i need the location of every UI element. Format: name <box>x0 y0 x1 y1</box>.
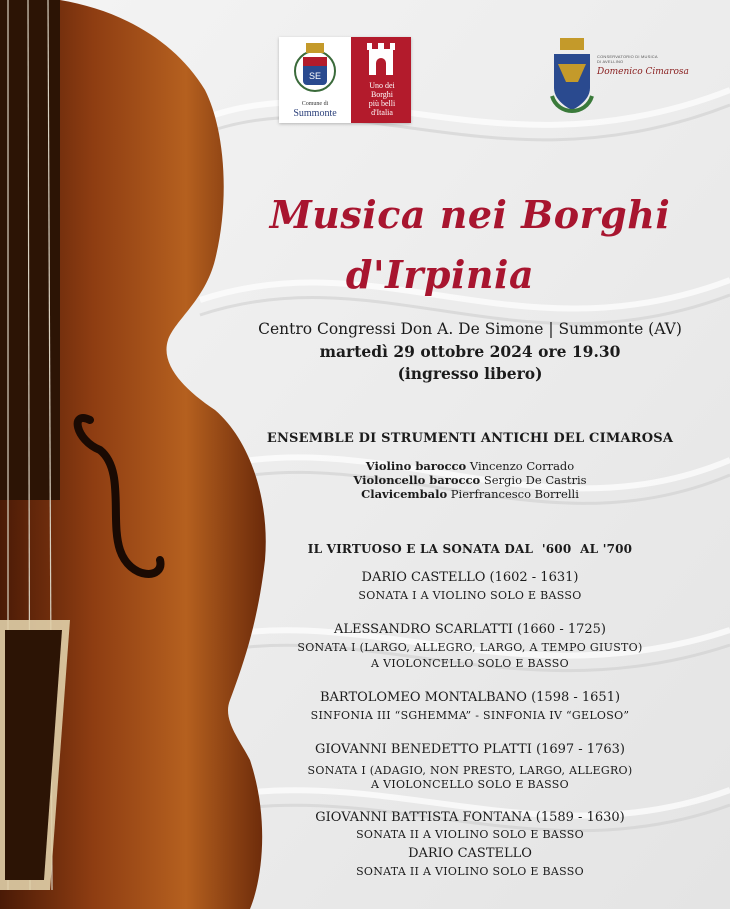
program-piece: A VIOLONCELLO SOLO E BASSO <box>371 657 569 670</box>
performer-row <box>250 487 690 501</box>
program-composer: ALESSANDRO SCARLATTI (1660 - 1725) <box>333 622 607 637</box>
program-piece: SONATA II A VIOLINO SOLO E BASSO <box>356 828 584 841</box>
performer-row <box>250 459 690 473</box>
borghi-text: Uno dei Borghi più belli d'Italia <box>368 81 396 117</box>
performer-name: Sergio De Castris <box>483 473 587 487</box>
conservatorio-caption: CONSERVATORIO DI MUSICA DI AVELLINO <box>597 54 658 64</box>
event-date: martedì 29 ottobre 2024 ore 19.30 <box>319 342 621 361</box>
performer-row <box>250 473 690 487</box>
comune-caption: Comune di <box>301 101 329 107</box>
conservatorio-crest-icon <box>548 36 596 126</box>
conservatorio-signature: Domenico Cimarosa <box>597 67 689 77</box>
comune-crest-icon <box>279 37 351 101</box>
comune-logo <box>279 37 351 123</box>
program-heading: IL VIRTUOSO E LA SONATA DAL '600 AL '700 <box>307 542 633 556</box>
title-line-1: Musica nei Borghi <box>269 192 671 237</box>
program-piece: SONATA I A VIOLINO SOLO E BASSO <box>358 589 582 602</box>
logo-comune-borghi <box>279 37 411 123</box>
performer-instrument: Violoncello barocco <box>353 473 481 487</box>
event-venue: Centro Congressi Don A. De Simone | Summonte (AV) <box>258 320 682 338</box>
program-piece: SONATA I (LARGO, ALLEGRO, LARGO, A TEMPO GIUSTO) <box>297 641 643 654</box>
castle-tower-icon <box>351 37 411 81</box>
ensemble-name: ENSEMBLE DI STRUMENTI ANTICHI DEL CIMAROSA <box>266 431 674 446</box>
program-piece: SONATA II A VIOLINO SOLO E BASSO <box>356 865 584 878</box>
performer-instrument: Violino barocco <box>365 459 467 473</box>
program-piece: A VIOLONCELLO SOLO E BASSO <box>371 778 569 791</box>
program-composer: DARIO CASTELLO (1602 - 1631) <box>361 570 579 585</box>
program-composer: DARIO CASTELLO <box>408 846 532 861</box>
performer-name: Pierfrancesco Borrelli <box>450 487 579 501</box>
program-composer: BARTOLOMEO MONTALBANO (1598 - 1651) <box>319 690 621 705</box>
program-piece: SONATA I (ADAGIO, NON PRESTO, LARGO, ALLEGRO) <box>307 764 633 777</box>
performer-instrument: Clavicembalo <box>361 487 448 501</box>
performer-name: Vincenzo Corrado <box>469 459 575 473</box>
title-line-2: d'Irpinia <box>345 252 535 297</box>
program-composer: GIOVANNI BATTISTA FONTANA (1589 - 1630) <box>315 810 625 825</box>
svg-text:SE: SE <box>308 71 322 81</box>
comune-name: Summonte <box>293 108 337 119</box>
program-composer: GIOVANNI BENEDETTO PLATTI (1697 - 1763) <box>315 742 625 757</box>
event-admission: (ingresso libero) <box>397 364 543 383</box>
program-piece: SINFONIA III “SGHEMMA” - SINFONIA IV “GELOSO” <box>310 709 630 722</box>
